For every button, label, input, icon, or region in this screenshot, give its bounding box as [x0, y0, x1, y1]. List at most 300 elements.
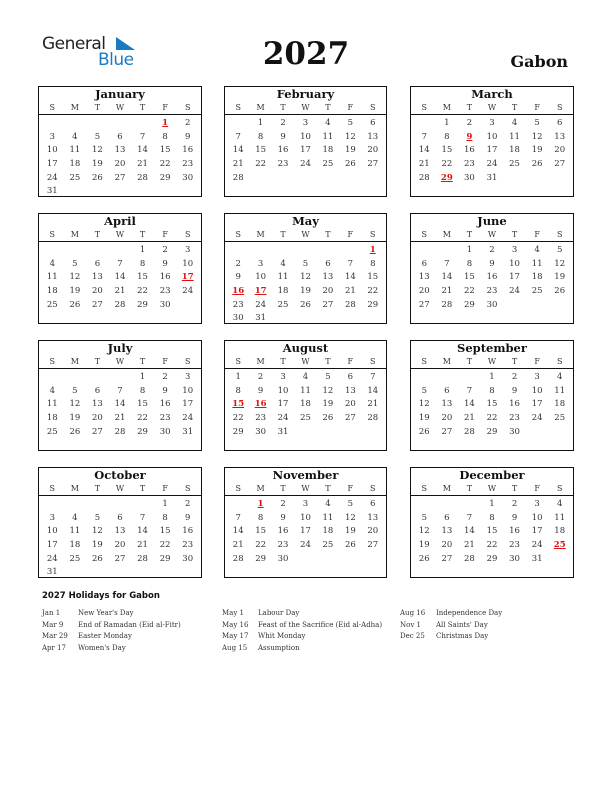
weekday-label: S	[557, 484, 563, 493]
day-cell: 2	[184, 118, 191, 128]
day-cell: 28	[367, 413, 379, 424]
day-cell: 25	[322, 540, 334, 551]
day-cell: 4	[556, 372, 563, 382]
day-grid	[39, 496, 201, 580]
day-cell: 8	[257, 512, 264, 523]
day-cell: 21	[232, 540, 244, 551]
day-cell: 28	[114, 299, 126, 310]
day-cell: 27	[344, 413, 356, 424]
weekday-label: T	[325, 230, 331, 239]
month-april	[38, 213, 202, 324]
day-cell: 14	[232, 145, 244, 156]
day-cell: 18	[531, 272, 543, 283]
day-cell: 18	[322, 526, 334, 537]
day-cell: 27	[441, 553, 453, 564]
day-cell: 3	[511, 245, 518, 255]
day-cell: 13	[441, 526, 453, 537]
day-cell: 30	[232, 313, 244, 324]
day-cell: 11	[509, 131, 520, 142]
day-cell: 8	[162, 131, 168, 142]
weekday-label: T	[94, 484, 101, 493]
day-cell: 19	[300, 286, 311, 297]
holiday-name: Feast of the Sacrifice (Eid al-Adha)	[258, 620, 383, 629]
day-cell: 22	[464, 286, 475, 297]
empty-cell	[436, 244, 459, 258]
day-cell: 18	[554, 526, 566, 537]
day-cell: 13	[344, 385, 356, 396]
weekday-label: W	[487, 484, 497, 493]
day-cell: 24	[255, 299, 267, 310]
day-cell: 23	[159, 413, 171, 424]
day-cell: 29	[255, 553, 267, 564]
day-cell: 25	[300, 413, 311, 424]
holiday-day-cell: 1	[162, 118, 169, 128]
day-grid	[39, 369, 201, 439]
day-cell: 16	[159, 272, 171, 283]
day-grid	[225, 496, 386, 566]
month-january	[38, 86, 202, 197]
day-cell: 24	[486, 159, 498, 170]
day-cell: 22	[255, 540, 267, 551]
weekday-label: W	[301, 484, 310, 493]
empty-cell	[227, 117, 249, 131]
day-cell: 9	[511, 385, 518, 396]
weekday-label: T	[94, 230, 101, 239]
weekday-label: S	[49, 103, 56, 112]
holiday-row	[222, 608, 382, 620]
weekday-label: F	[347, 103, 354, 112]
day-cell: 6	[94, 385, 101, 396]
day-cell: 14	[114, 399, 126, 410]
holiday-name: All Saints' Day	[436, 620, 488, 629]
day-cell: 5	[94, 131, 101, 142]
holiday-date: Jan 1	[42, 609, 61, 617]
weekday-label: W	[115, 103, 125, 112]
day-cell: 14	[441, 272, 453, 283]
weekday-label: S	[235, 357, 241, 366]
day-cell: 2	[235, 258, 241, 269]
weekday-label: F	[347, 357, 354, 366]
weekday-label: M	[256, 484, 265, 493]
day-cell: 25	[531, 286, 543, 297]
day-cell: 14	[114, 272, 126, 283]
day-cell: 14	[137, 526, 148, 537]
month-name: September	[457, 341, 527, 355]
day-cell: 23	[486, 286, 498, 297]
month-name: July	[107, 341, 133, 355]
day-cell: 20	[367, 526, 379, 537]
day-cell: 29	[367, 299, 379, 310]
day-cell: 4	[72, 131, 78, 142]
weekday-label: W	[487, 357, 497, 366]
day-cell: 6	[117, 512, 123, 523]
day-cell: 4	[280, 258, 286, 269]
month-june	[410, 213, 574, 324]
month-name: May	[292, 214, 319, 228]
day-cell: 15	[159, 526, 171, 537]
weekday-header	[225, 228, 386, 242]
day-cell: 26	[344, 540, 356, 551]
day-cell: 1	[444, 118, 450, 128]
day-cell: 18	[554, 399, 566, 410]
day-cell: 7	[466, 512, 473, 523]
day-cell: 9	[489, 258, 495, 269]
day-cell: 25	[277, 299, 289, 310]
day-cell: 14	[137, 145, 148, 156]
day-cell: 16	[509, 526, 520, 537]
day-cell: 21	[464, 413, 475, 424]
holiday-name: Independence Day	[436, 609, 503, 617]
weekday-label: T	[139, 484, 146, 493]
day-cell: 5	[72, 385, 78, 396]
weekday-label: T	[280, 484, 286, 493]
day-cell: 1	[139, 372, 146, 382]
weekday-header	[39, 101, 201, 115]
day-cell: 5	[556, 245, 563, 255]
day-cell: 7	[235, 131, 241, 142]
day-cell: 26	[92, 172, 103, 183]
day-cell: 29	[486, 426, 498, 437]
logo-text-general: General	[42, 34, 106, 54]
holiday-date: Dec 25	[400, 632, 425, 640]
day-cell: 9	[162, 385, 168, 396]
weekday-label: F	[534, 484, 540, 493]
day-cell: 22	[232, 413, 244, 424]
day-cell: 19	[418, 413, 430, 424]
day-cell: 22	[486, 540, 498, 551]
day-cell: 6	[444, 512, 450, 523]
day-cell: 14	[418, 145, 430, 156]
day-cell: 25	[69, 172, 81, 183]
weekday-label: T	[280, 103, 286, 112]
weekday-label: S	[185, 484, 191, 493]
empty-cell	[436, 371, 459, 385]
weekday-label: F	[162, 230, 168, 239]
day-cell: 24	[300, 159, 311, 170]
day-cell: 18	[69, 159, 81, 170]
day-cell: 19	[344, 145, 356, 156]
month-september	[410, 340, 574, 451]
weekday-label: T	[94, 103, 101, 112]
day-cell: 21	[232, 159, 244, 170]
weekday-label: T	[139, 357, 146, 366]
day-cell: 3	[184, 372, 191, 382]
weekday-label: M	[70, 484, 79, 493]
day-cell: 9	[184, 131, 191, 142]
day-cell: 30	[182, 172, 194, 183]
day-cell: 24	[182, 413, 194, 424]
day-cell: 16	[509, 399, 520, 410]
day-cell: 31	[46, 186, 58, 197]
holiday-row	[400, 631, 502, 643]
day-cell: 8	[489, 512, 495, 523]
day-cell: 25	[509, 159, 520, 170]
weekday-label: M	[442, 103, 451, 112]
month-july	[38, 340, 202, 451]
month-december	[410, 467, 574, 578]
day-cell: 2	[162, 372, 168, 382]
day-cell: 26	[554, 286, 566, 297]
day-cell: 23	[159, 286, 171, 297]
weekday-label: T	[466, 484, 473, 493]
day-cell: 27	[441, 426, 453, 437]
day-cell: 2	[466, 118, 473, 128]
day-grid	[225, 242, 386, 326]
day-cell: 13	[92, 399, 103, 410]
day-cell: 19	[69, 413, 81, 424]
empty-cell	[64, 117, 87, 131]
weekday-label: W	[487, 230, 497, 239]
day-cell: 12	[92, 145, 103, 156]
weekday-label: F	[347, 230, 354, 239]
day-cell: 17	[509, 272, 520, 283]
day-cell: 27	[554, 159, 566, 170]
day-cell: 7	[117, 258, 123, 269]
day-cell: 22	[367, 286, 379, 297]
holiday-date: May 16	[222, 620, 249, 629]
weekday-label: M	[70, 230, 79, 239]
day-cell: 12	[300, 272, 311, 283]
day-cell: 23	[277, 159, 289, 170]
day-cell: 18	[46, 286, 58, 297]
empty-cell	[227, 244, 249, 258]
day-cell: 23	[232, 299, 244, 310]
day-cell: 14	[367, 385, 379, 396]
weekday-label: M	[70, 357, 79, 366]
weekday-label: S	[370, 484, 376, 493]
empty-cell	[41, 498, 64, 512]
day-cell: 29	[159, 172, 171, 183]
day-cell: 12	[322, 385, 334, 396]
day-cell: 5	[302, 258, 309, 269]
day-grid	[411, 115, 573, 185]
day-cell: 19	[69, 286, 81, 297]
day-grid	[39, 242, 201, 312]
day-cell: 25	[554, 413, 566, 424]
empty-cell	[86, 244, 109, 258]
day-cell: 28	[344, 299, 356, 310]
empty-cell	[131, 498, 154, 512]
day-cell: 31	[182, 426, 194, 437]
weekday-label: S	[235, 103, 241, 112]
holiday-row	[222, 631, 382, 643]
month-november	[224, 467, 387, 578]
day-cell: 20	[92, 286, 103, 297]
holiday-row	[400, 620, 502, 632]
weekday-label: W	[115, 484, 125, 493]
day-cell: 3	[280, 372, 286, 382]
day-cell: 9	[280, 131, 286, 142]
day-cell: 20	[344, 399, 356, 410]
weekday-label: F	[162, 357, 168, 366]
empty-cell	[64, 244, 87, 258]
day-cell: 24	[46, 172, 58, 183]
month-february	[224, 86, 387, 197]
day-cell: 8	[139, 258, 146, 269]
day-cell: 12	[344, 512, 356, 523]
day-cell: 1	[235, 372, 241, 382]
empty-cell	[109, 498, 132, 512]
day-cell: 4	[49, 385, 55, 396]
holiday-row	[42, 631, 181, 643]
day-cell: 14	[464, 399, 475, 410]
day-cell: 25	[69, 553, 81, 564]
weekday-header	[225, 482, 386, 496]
holiday-date: Nov 1	[400, 620, 421, 629]
empty-cell	[86, 371, 109, 385]
day-cell: 6	[347, 372, 354, 382]
holiday-day-cell: 17	[254, 286, 267, 297]
day-cell: 20	[441, 540, 453, 551]
holiday-name: Christmas Day	[436, 632, 489, 640]
day-cell: 18	[277, 286, 289, 297]
holiday-name: Whit Monday	[258, 632, 306, 640]
weekday-label: T	[325, 103, 331, 112]
day-cell: 20	[92, 413, 103, 424]
day-cell: 30	[509, 426, 520, 437]
day-cell: 27	[92, 426, 103, 437]
day-cell: 30	[277, 553, 289, 564]
day-cell: 29	[486, 553, 498, 564]
holiday-date: May 17	[222, 632, 249, 640]
day-grid	[225, 369, 386, 439]
day-cell: 13	[441, 399, 453, 410]
day-cell: 21	[137, 159, 148, 170]
weekday-label: S	[370, 103, 376, 112]
weekday-label: M	[442, 357, 451, 366]
empty-cell	[227, 498, 249, 512]
day-grid	[411, 496, 573, 566]
weekday-header	[225, 355, 386, 369]
month-name: April	[104, 214, 136, 228]
day-cell: 20	[367, 145, 379, 156]
day-cell: 17	[182, 399, 194, 410]
day-cell: 17	[486, 145, 498, 156]
day-cell: 19	[344, 526, 356, 537]
day-cell: 25	[46, 299, 58, 310]
day-cell: 30	[159, 299, 171, 310]
day-cell: 7	[421, 131, 427, 142]
day-cell: 6	[117, 131, 123, 142]
empty-cell	[86, 498, 109, 512]
day-cell: 11	[300, 385, 311, 396]
holiday-day-cell: 1	[257, 499, 264, 509]
month-name: December	[459, 468, 525, 482]
day-cell: 24	[531, 413, 543, 424]
day-cell: 15	[255, 526, 267, 537]
day-cell: 17	[300, 526, 311, 537]
weekday-header	[411, 482, 573, 496]
day-cell: 6	[325, 258, 331, 269]
weekday-label: T	[325, 357, 331, 366]
day-cell: 17	[46, 540, 58, 551]
day-cell: 25	[322, 159, 334, 170]
weekday-label: S	[557, 230, 563, 239]
day-cell: 19	[418, 540, 430, 551]
weekday-label: S	[421, 230, 428, 239]
weekday-header	[411, 101, 573, 115]
weekday-label: S	[49, 357, 56, 366]
day-cell: 12	[92, 526, 103, 537]
day-cell: 5	[421, 385, 427, 396]
day-cell: 30	[182, 553, 194, 564]
weekday-label: S	[421, 357, 428, 366]
month-october	[38, 467, 202, 578]
day-cell: 13	[418, 272, 430, 283]
day-cell: 10	[182, 258, 194, 269]
empty-cell	[436, 498, 459, 512]
day-cell: 20	[114, 540, 126, 551]
day-cell: 31	[486, 172, 498, 183]
day-cell: 17	[277, 399, 289, 410]
day-cell: 16	[277, 145, 289, 156]
empty-cell	[294, 244, 316, 258]
holiday-row	[42, 643, 181, 655]
day-cell: 4	[511, 118, 518, 128]
day-cell: 13	[554, 131, 566, 142]
day-cell: 10	[531, 385, 543, 396]
day-cell: 11	[531, 258, 543, 269]
weekday-header	[411, 355, 573, 369]
holiday-column	[400, 608, 502, 643]
day-cell: 4	[556, 499, 563, 509]
day-cell: 26	[531, 159, 543, 170]
empty-cell	[64, 371, 87, 385]
weekday-label: T	[466, 103, 473, 112]
empty-cell	[41, 117, 64, 131]
empty-cell	[41, 371, 64, 385]
day-cell: 21	[418, 159, 430, 170]
weekday-label: T	[94, 357, 101, 366]
weekday-label: M	[256, 357, 265, 366]
day-cell: 21	[464, 540, 475, 551]
empty-cell	[109, 371, 132, 385]
day-cell: 21	[137, 540, 148, 551]
day-cell: 29	[137, 299, 148, 310]
day-cell: 18	[46, 413, 58, 424]
holiday-name: Easter Monday	[78, 632, 132, 640]
day-cell: 15	[159, 145, 171, 156]
day-cell: 14	[232, 526, 244, 537]
day-cell: 13	[114, 145, 126, 156]
holiday-day-cell: 16	[232, 286, 245, 297]
day-cell: 1	[489, 372, 495, 382]
weekday-label: S	[370, 357, 376, 366]
holiday-column	[42, 608, 181, 654]
logo-text-blue: Blue	[98, 50, 134, 70]
weekday-label: S	[557, 103, 563, 112]
weekday-label: W	[301, 103, 310, 112]
empty-cell	[458, 371, 481, 385]
day-cell: 27	[322, 299, 334, 310]
day-cell: 2	[511, 372, 518, 382]
empty-cell	[317, 244, 339, 258]
day-grid	[39, 115, 201, 199]
day-cell: 20	[441, 413, 453, 424]
month-name: August	[282, 341, 329, 355]
holiday-day-cell: 29	[440, 172, 453, 183]
weekday-label: S	[49, 230, 56, 239]
weekday-label: T	[139, 103, 146, 112]
day-cell: 24	[277, 413, 289, 424]
day-cell: 21	[114, 286, 126, 297]
day-cell: 18	[322, 145, 334, 156]
day-cell: 10	[277, 385, 289, 396]
holiday-row	[42, 620, 181, 632]
empty-cell	[413, 498, 436, 512]
day-cell: 19	[92, 540, 103, 551]
day-cell: 19	[554, 272, 566, 283]
